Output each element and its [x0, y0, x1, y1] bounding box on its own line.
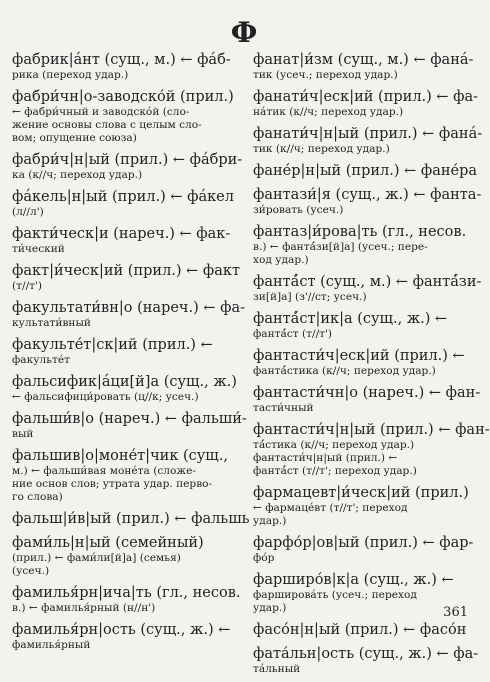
dictionary-entry — [12, 510, 250, 528]
dictionary-entry — [12, 447, 244, 504]
dictionary-entry — [12, 225, 244, 256]
left-column — [12, 51, 250, 658]
entry-gloss-line: удар.) — [253, 602, 287, 614]
entry-gloss-line: тик (к//ч; переход удар.) — [253, 143, 390, 155]
entry-gloss-line: (т//т') — [12, 280, 43, 292]
dictionary-entry — [253, 186, 482, 217]
entry-gloss-line: ← фармаце́вт (т//т'; переход — [253, 502, 408, 514]
entry-headline: фата́льн|ость (сущ., ж.) ← фа- — [253, 646, 479, 662]
entry-headline: фальш|и́в|ый (прил.) ← фальшь — [12, 511, 250, 527]
dictionary-entry — [253, 310, 479, 341]
dictionary-entry — [253, 88, 479, 119]
dictionary-entry — [253, 384, 479, 415]
entry-headline: фальши́в|о (нареч.) ← фальши́- — [12, 411, 247, 427]
entry-gloss-line: вый — [12, 428, 34, 440]
entry-gloss-line: в.) ← фамилья́рный (н//н') — [12, 602, 156, 614]
entry-gloss-line: ние основ слов; утрата удар. перво- — [12, 478, 213, 490]
entry-gloss-line: го слова) — [12, 491, 63, 503]
entry-gloss-line: м.) ← фальши́вая моне́та (сложе- — [12, 465, 196, 477]
entry-headline: фантази́|я (сущ., ж.) ← фанта- — [253, 187, 482, 203]
entry-gloss-line: зи́ровать (усеч.) — [253, 204, 344, 216]
entry-headline: фамилья́рн|ича|ть (гл., несов. — [12, 585, 241, 601]
entry-gloss-line: фантá́ст (т//т'; переход удар.) — [253, 465, 417, 477]
entry-gloss-line: (прил.) ← фами́ли[й]а] (семья) — [12, 552, 181, 564]
entry-headline: фами́ль|н|ый (семейный) — [12, 535, 204, 551]
dictionary-entry — [253, 484, 479, 528]
entry-gloss-line: фо́р — [253, 552, 275, 564]
entry-headline: фарфо́р|ов|ый (прил.) ← фар- — [253, 535, 474, 551]
section-letter: Ф — [230, 16, 258, 49]
entry-headline: фантаз|и́рова|ть (гл., несов. — [253, 224, 467, 240]
entry-headline: фамилья́рн|ость (сущ., ж.) ← — [12, 622, 231, 638]
entry-gloss-line: ход удар.) — [253, 254, 309, 266]
entry-headline: фане́р|н|ый (прил.) ← фане́ра — [253, 163, 478, 179]
dictionary-entry — [12, 299, 244, 330]
entry-headline: факультати́вн|о (нареч.) ← фа- — [12, 300, 246, 316]
dictionary-entry — [253, 421, 490, 478]
entry-headline: фабри́чн|о-заводско́й (прил.) — [12, 89, 234, 105]
dictionary-entry — [12, 188, 244, 219]
entry-gloss-line: фамилья́рный — [12, 639, 91, 651]
dictionary-entry — [12, 336, 244, 367]
right-column — [253, 51, 490, 682]
dictionary-entry — [12, 373, 244, 404]
entry-gloss-line: фантá́ст (т//т') — [253, 328, 333, 340]
dictionary-entry — [253, 645, 479, 676]
entry-headline: фанати́ч|н|ый (прил.) ← фанá- — [253, 126, 483, 142]
entry-gloss-line: зи[й]а] (з'//ст; усеч.) — [253, 291, 367, 303]
dictionary-entry — [12, 584, 244, 615]
entry-gloss-line: ← фабри́чный и заводско́й (сло- — [12, 106, 190, 118]
entry-gloss-line: рика (переход удар.) — [12, 69, 129, 81]
dictionary-entry — [253, 534, 479, 565]
dictionary-entry — [12, 51, 244, 82]
entry-gloss-line: фантá́стика (к//ч; переход удар.) — [253, 365, 436, 377]
entry-headline: фантá́ст (сущ., м.) ← фантá́зи- — [253, 274, 482, 290]
entry-gloss-line: ти́ческий — [12, 243, 65, 255]
entry-gloss-line: тá́стика (к//ч; переход удар.) — [253, 439, 415, 451]
entry-headline: фантасти́ч|еск|ий (прил.) ← — [253, 348, 465, 364]
entry-gloss-line: вом; опущение союза) — [12, 132, 137, 144]
dictionary-entry — [253, 51, 479, 82]
dictionary-entry — [12, 88, 244, 145]
entry-headline: факти́ческ|и (нареч.) ← фак- — [12, 226, 231, 242]
dictionary-entry — [253, 347, 479, 378]
entry-gloss-line: фарширова́ть (усеч.; переход — [253, 589, 417, 601]
entry-gloss-line: жение основы слова с целым сло- — [12, 119, 202, 131]
entry-headline: фабрик|áнт (сущ., м.) ← фáб- — [12, 52, 231, 68]
page-number: 361 — [443, 605, 468, 620]
entry-gloss-line: удар.) — [253, 515, 287, 527]
entry-headline: фáкель|н|ый (прил.) ← фáкел — [12, 189, 234, 205]
entry-gloss-line: тасти́чный — [253, 402, 314, 414]
entry-headline: фармацевт|и́ческ|ий (прил.) — [253, 485, 469, 501]
entry-headline: фанати́ч|еск|ий (прил.) ← фа- — [253, 89, 479, 105]
entry-headline: фантасти́ч|н|ый (прил.) ← фан- — [253, 422, 490, 438]
entry-headline: фантасти́чн|о (нареч.) ← фан- — [253, 385, 481, 401]
entry-headline: фасо́н|н|ый (прил.) ← фасо́н — [253, 622, 467, 638]
dictionary-entry — [253, 273, 482, 304]
entry-headline: факт|и́ческ|ий (прил.) ← факт — [12, 263, 240, 279]
entry-gloss-line: (л//л') — [12, 206, 44, 218]
entry-gloss-line: в.) ← фантá́зи[й]а] (усеч.; пере- — [253, 241, 428, 253]
entry-gloss-line: фантасти́ч|н|ый (прил.) ← — [253, 452, 398, 464]
dictionary-entry — [253, 621, 479, 639]
entry-gloss-line: ← фальсифици́ровать (ц//к; усеч.) — [12, 391, 199, 403]
entry-headline: фальшив|о|моне́т|чик (сущ., — [12, 448, 228, 464]
entry-headline: фарширо́в|к|а (сущ., ж.) ← — [253, 572, 454, 588]
dictionary-entry — [12, 534, 244, 578]
dictionary-entry — [12, 621, 244, 652]
dictionary-entry — [12, 410, 247, 441]
dictionary-entry — [12, 151, 244, 182]
entry-gloss-line: факульте́т — [12, 354, 70, 366]
dictionary-entry — [253, 162, 479, 180]
entry-gloss-line: та́льный — [253, 663, 301, 675]
dictionary-entry — [12, 262, 244, 293]
entry-headline: фанат|и́зм (сущ., м.) ← фанá- — [253, 52, 474, 68]
entry-headline: факульте́т|ск|ий (прил.) ← — [12, 337, 213, 353]
entry-headline: фабри́ч|н|ый (прил.) ← фáбри- — [12, 152, 243, 168]
entry-gloss-line: тик (усеч.; переход удар.) — [253, 69, 398, 81]
entry-headline: фантá́ст|ик|а (сущ., ж.) ← — [253, 311, 448, 327]
entry-headline: фальсифик|áци[й]а (сущ., ж.) — [12, 374, 237, 390]
entry-gloss-line: ка (к//ч; переход удар.) — [12, 169, 143, 181]
entry-gloss-line: (усеч.) — [12, 565, 50, 577]
dictionary-entry — [253, 125, 483, 156]
dictionary-entry — [253, 223, 479, 267]
entry-gloss-line: нáтик (к//ч; переход удар.) — [253, 106, 404, 118]
entry-gloss-line: культати́вный — [12, 317, 91, 329]
